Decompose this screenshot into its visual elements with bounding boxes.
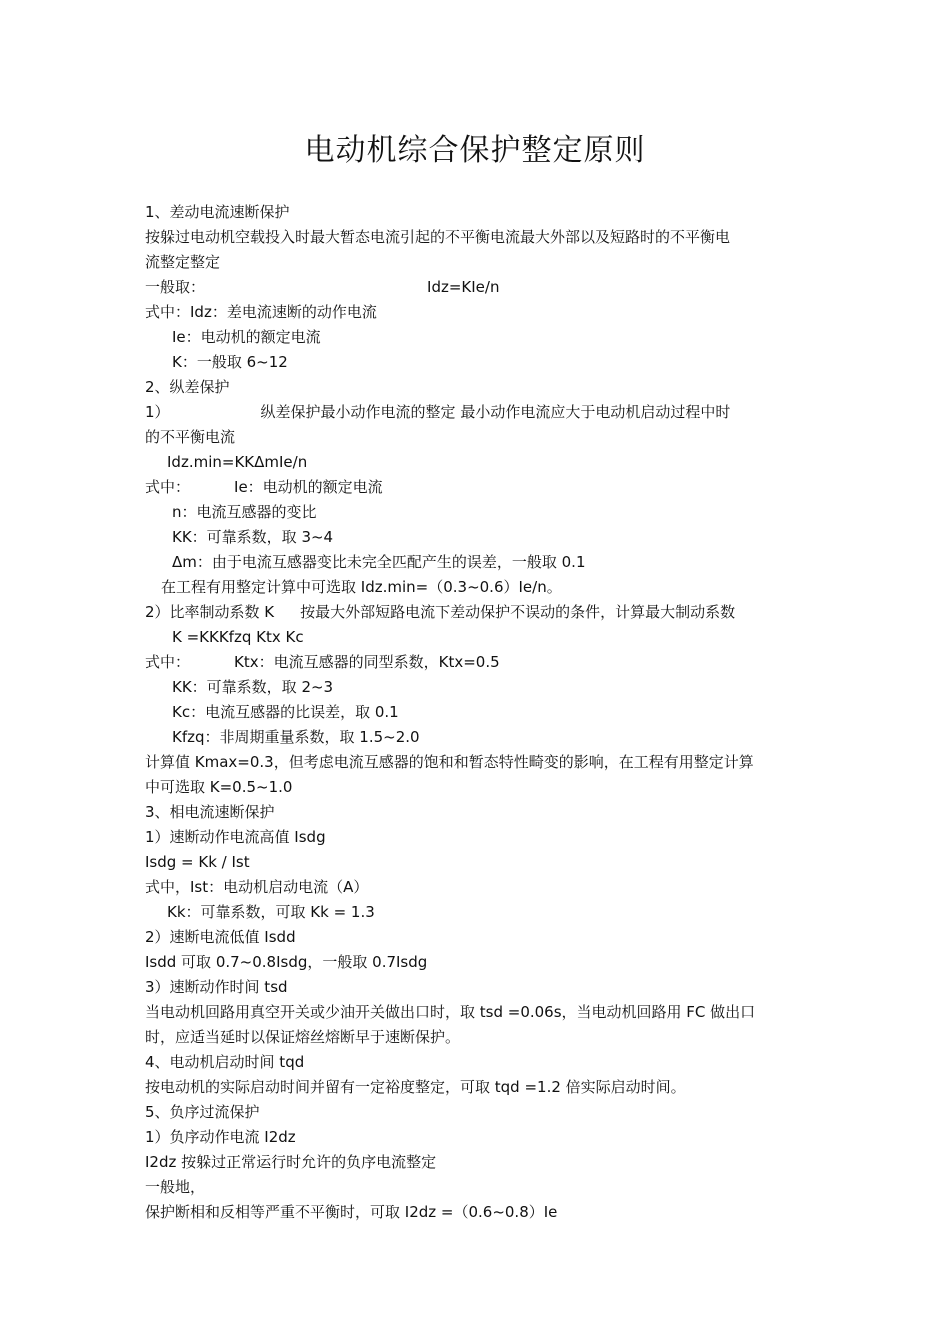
text-line: 3、相电流速断保护 xyxy=(145,803,275,821)
paragraph-line xyxy=(145,600,810,625)
paragraph-line xyxy=(145,775,810,800)
text-line: 2、纵差保护 xyxy=(145,378,230,396)
text-line: 中可选取 K=0.5~1.0 xyxy=(145,778,293,796)
paragraph-line xyxy=(145,250,810,275)
text-line: 在工程有用整定计算中可选取 Idz.min=（0.3~0.6）Ie/n。 xyxy=(161,578,562,596)
paragraph-line xyxy=(145,900,810,925)
paragraph-line xyxy=(145,950,810,975)
text-line: Δm：由于电流互感器变比未完全匹配产生的误差，一般取 0.1 xyxy=(172,553,586,571)
text-line: 当电动机回路用真空开关或少油开关做出口时，取 tsd =0.06s，当电动机回路用 FC 做出口 xyxy=(145,1003,756,1021)
text-line: 式中，Ist：电动机启动电流（A） xyxy=(145,878,369,896)
text-line: I2dz 按躲过正常运行时允许的负序电流整定 xyxy=(145,1153,437,1171)
text-line: Ktx：电流互感器的同型系数，Ktx=0.5 xyxy=(234,653,500,671)
text-line: 4、电动机启动时间 tqd xyxy=(145,1053,305,1071)
text-line: 一般取： xyxy=(145,278,206,296)
formula: K =KKKfzq Ktx Kc xyxy=(172,628,304,646)
paragraph-line xyxy=(145,425,810,450)
section-heading-4 xyxy=(145,1050,810,1075)
document-body xyxy=(145,200,810,1225)
text-line: 5、负序过流保护 xyxy=(145,1103,260,1121)
paragraph-line xyxy=(145,875,810,900)
paragraph-line xyxy=(145,975,810,1000)
formula: Idz.min=KKΔmIe/n xyxy=(167,453,308,471)
paragraph-line xyxy=(145,650,810,675)
text-line: Kfzq：非周期重量系数，取 1.5~2.0 xyxy=(172,728,420,746)
formula-line xyxy=(145,275,810,300)
text-line: KK：可靠系数，取 2~3 xyxy=(172,678,334,696)
text-line: 式中：Idz：差电流速断的动作电流 xyxy=(145,303,377,321)
paragraph-line xyxy=(145,500,810,525)
paragraph-line xyxy=(145,675,810,700)
text-line: 流整定整定 xyxy=(145,253,221,271)
formula-line xyxy=(145,450,810,475)
text-line: Ie：电动机的额定电流 xyxy=(234,478,383,496)
text-line: 1）负序动作电流 I2dz xyxy=(145,1128,296,1146)
text-line: 计算值 Kmax=0.3，但考虑电流互感器的饱和和暂态特性畸变的影响，在工程有用整定计算 xyxy=(145,753,754,771)
text-line: Kc：电流互感器的比误差，取 0.1 xyxy=(172,703,399,721)
paragraph-line xyxy=(145,350,810,375)
text-line: n：电流互感器的变比 xyxy=(172,503,317,521)
text-line: 一般地， xyxy=(145,1178,206,1196)
paragraph-line xyxy=(145,925,810,950)
text-line: 2）速断电流低值 Isdd xyxy=(145,928,296,946)
text-line: 纵差保护最小动作电流的整定 最小动作电流应大于电动机启动过程中时 xyxy=(260,403,731,421)
paragraph-line xyxy=(145,700,810,725)
text-line: 3）速断动作时间 tsd xyxy=(145,978,288,996)
text-line: Ie：电动机的额定电流 xyxy=(172,328,321,346)
paragraph-line xyxy=(145,575,810,600)
paragraph-line xyxy=(145,1175,810,1200)
text-line: 按最大外部短路电流下差动保护不误动的条件，计算最大制动系数 xyxy=(300,603,736,621)
paragraph-line xyxy=(145,400,810,425)
text-line: Kk：可靠系数，可取 Kk = 1.3 xyxy=(167,903,375,921)
paragraph-line xyxy=(145,1000,810,1025)
paragraph-line xyxy=(145,750,810,775)
text-line: 的不平衡电流 xyxy=(145,428,236,446)
section-heading-1 xyxy=(145,200,810,225)
text-line: 2）比率制动系数 K xyxy=(145,603,275,621)
text-line: 按电动机的实际启动时间并留有一定裕度整定，可取 tqd =1.2 倍实际启动时间。 xyxy=(145,1078,686,1096)
text-line: 式中： xyxy=(145,653,191,671)
text-line: 1）速断动作电流高值 Isdg xyxy=(145,828,326,846)
text-line: Isdd 可取 0.7~0.8Isdg，一般取 0.7Isdg xyxy=(145,953,428,971)
section-heading-3 xyxy=(145,800,810,825)
text-line: 保护断相和反相等严重不平衡时，可取 I2dz =（0.6~0.8）Ie xyxy=(145,1203,558,1221)
paragraph-line xyxy=(145,1125,810,1150)
paragraph-line xyxy=(145,1150,810,1175)
text-line: K：一般取 6~12 xyxy=(172,353,288,371)
paragraph-line xyxy=(145,725,810,750)
text-line: 1、差动电流速断保护 xyxy=(145,203,290,221)
list-marker: 1） xyxy=(145,403,170,421)
paragraph-line xyxy=(145,525,810,550)
formula-line xyxy=(145,850,810,875)
document-title: 电动机综合保护整定原则 xyxy=(304,133,646,168)
paragraph-line xyxy=(145,825,810,850)
section-heading-2 xyxy=(145,375,810,400)
formula: Isdg = Kk / Ist xyxy=(145,853,250,871)
formula: Idz=KIe/n xyxy=(427,278,500,296)
paragraph-line xyxy=(145,475,810,500)
paragraph-line xyxy=(145,325,810,350)
text-line: 式中： xyxy=(145,478,191,496)
text-line: 按躲过电动机空载投入时最大暂态电流引起的不平衡电流最大外部以及短路时的不平衡电 xyxy=(145,228,731,246)
paragraph-line xyxy=(145,550,810,575)
paragraph-line xyxy=(145,300,810,325)
section-heading-5 xyxy=(145,1100,810,1125)
formula-line xyxy=(145,625,810,650)
text-line: 时，应适当延时以保证熔丝熔断早于速断保护。 xyxy=(145,1028,461,1046)
paragraph-line xyxy=(145,1075,810,1100)
paragraph-line xyxy=(145,1200,810,1225)
paragraph-line xyxy=(145,1025,810,1050)
text-line: KK：可靠系数，取 3~4 xyxy=(172,528,334,546)
paragraph-line xyxy=(145,225,810,250)
